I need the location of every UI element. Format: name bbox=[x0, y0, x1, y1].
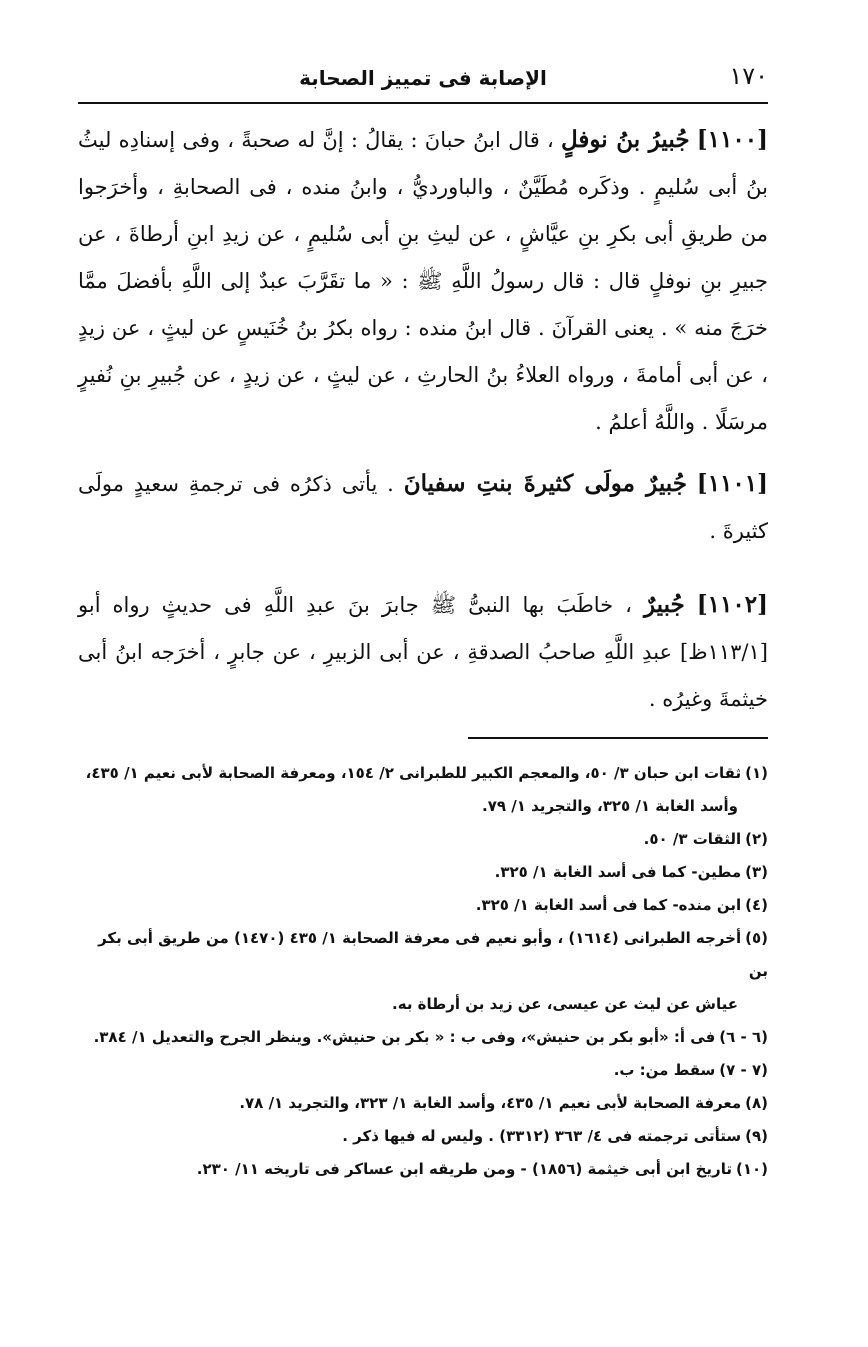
entry-1102 bbox=[78, 581, 768, 723]
main-text bbox=[78, 116, 768, 723]
entry-text: . يأتى ذكرُه فى ترجمةِ سعيدٍ مولَى كثيرةَ . bbox=[78, 472, 768, 543]
running-title: الإصابة فى تمييز الصحابة bbox=[299, 66, 547, 90]
header-rule bbox=[78, 102, 768, 104]
footnote-text: سقط من: ب. bbox=[613, 1061, 716, 1079]
footnote bbox=[78, 889, 768, 922]
entry-1100 bbox=[78, 116, 768, 446]
footnote-text: الثقات ٣/ ٥٠. bbox=[643, 830, 742, 848]
footnote bbox=[78, 1054, 768, 1087]
page-number: ١٧٠ bbox=[729, 62, 768, 90]
footnote-number: (٤) bbox=[745, 896, 768, 914]
entry-number: [١١٠٠] bbox=[696, 126, 768, 153]
footnote-number: (٦ - ٦) bbox=[719, 1028, 768, 1046]
footnote-text-continued: وأسد الغابة ١/ ٣٢٥، والتجريد ١/ ٧٩. bbox=[482, 797, 738, 815]
footnote-number: (٣) bbox=[745, 863, 768, 881]
footnote-number: (١٠) bbox=[735, 1160, 768, 1178]
footnote-text: فى أ: «أبو بكر بن حنيش»، وفى ب : « بكر بن حنيش». وينظر الجرح والتعديل ١/ ٣٨٤. bbox=[93, 1028, 716, 1046]
footnotes-rule bbox=[468, 737, 768, 739]
footnote-number: (٩) bbox=[745, 1127, 768, 1145]
footnote-text: ثقات ابن حبان ٣/ ٥٠، والمعجم الكبير للطبرانى ٢/ ١٥٤، ومعرفة الصحابة لأبى نعيم ١/ ٤٣٥، bbox=[85, 764, 742, 782]
footnote-text: أخرجه الطبرانى (١٦١٤) ، وأبو نعيم فى معرفة الصحابة ١/ ٤٣٥ (١٤٧٠) من طريق أبى بكر بن bbox=[98, 929, 768, 980]
entry-name: جُبيرٌ مولَى كثيرةَ بنتِ سفيانَ bbox=[403, 470, 687, 497]
footnote-text: ابن منده- كما فى أسد الغابة ١/ ٣٢٥. bbox=[475, 896, 742, 914]
entry-1101 bbox=[78, 460, 768, 555]
entry-text: ، خاطَبَ بها النبىُّ ﷺ جابرَ بنَ عبدِ اللَّهِ فى حديثٍ رواه أبو [١١٣/١ظ] عبدِ اللَّهِ صاحبُ الصدقةِ ، عن أبى الزبيرِ ، عن جابرٍ ، أخرَجه ابنُ أبى خيثمةَ وغيرُه . bbox=[78, 593, 768, 711]
entry-number: [١١٠٢] bbox=[696, 591, 768, 618]
footnote bbox=[78, 1021, 768, 1054]
footnote-text: تاريخ ابن أبى خيثمة (١٨٥٦) - ومن طريقه ابن عساكر فى تاريخه ١١/ ٢٣٠. bbox=[196, 1160, 732, 1178]
footnote-number: (٥) bbox=[745, 929, 768, 947]
footnote-number: (٧ - ٧) bbox=[719, 1061, 768, 1079]
footnote-number: (١) bbox=[745, 764, 768, 782]
footnote bbox=[78, 922, 768, 1021]
footnote-number: (٢) bbox=[745, 830, 768, 848]
page-header bbox=[78, 62, 768, 96]
entry-name: جُبيرُ بنُ نوفلٍ bbox=[561, 126, 690, 153]
entry-text: ، قال ابنُ حبانَ : يقالُ : إنَّ له صحبةً ، وفى إسنادِه ليثُ بنُ أبى سُليمٍ . وذكَره مُطَيَّنٌ ، والباورديُّ ، وابنُ منده ، فى الصحابةِ ، وأخرَجوا من طريقِ أبى بكرِ بنِ عيَّاشٍ ، عن ليثِ بنِ أبى سُليمٍ ، عن زيدِ ابنِ أرطاةَ ، عن جبيرِ بنِ نوفلٍ قال : قال رسولُ اللَّهِ ﷺ : « ما تقَرَّبَ عبدٌ إلى اللَّهِ بأفضلَ ممَّا خرَجَ منه » . يعنى القرآنَ . قال ابنُ منده : رواه بكرُ بنُ خُنَيسٍ عن ليثٍ ، عن زيدٍ ، عن أبى أمامةَ ، ورواه العلاءُ بنُ الحارثِ ، عن ليثٍ ، عن زيدٍ ، عن جُبيرِ بنِ نُفيرٍ مرسَلًا . واللَّهُ أعلمُ . bbox=[78, 128, 768, 434]
footnote-text: مطين- كما فى أسد الغابة ١/ ٣٢٥. bbox=[494, 863, 742, 881]
footnotes bbox=[78, 757, 768, 1186]
footnote bbox=[78, 823, 768, 856]
book-page bbox=[78, 62, 768, 1186]
footnote bbox=[78, 757, 768, 823]
footnote bbox=[78, 1153, 768, 1186]
footnote bbox=[78, 856, 768, 889]
entry-number: [١١٠١] bbox=[696, 470, 768, 497]
footnote-number: (٨) bbox=[745, 1094, 768, 1112]
footnote bbox=[78, 1120, 768, 1153]
footnote-text: ستأتى ترجمته فى ٤/ ٣٦٣ (٣٣١٢) . وليس له فيها ذكر . bbox=[342, 1127, 742, 1145]
footnote bbox=[78, 1087, 768, 1120]
footnote-text: معرفة الصحابة لأبى نعيم ١/ ٤٣٥، وأسد الغابة ١/ ٣٢٣، والتجريد ١/ ٧٨. bbox=[239, 1094, 742, 1112]
entry-name: جُبيرٌ bbox=[643, 591, 685, 618]
footnote-text-continued: عياش عن ليث عن عيسى، عن زيد بن أرطاة به. bbox=[392, 995, 738, 1013]
